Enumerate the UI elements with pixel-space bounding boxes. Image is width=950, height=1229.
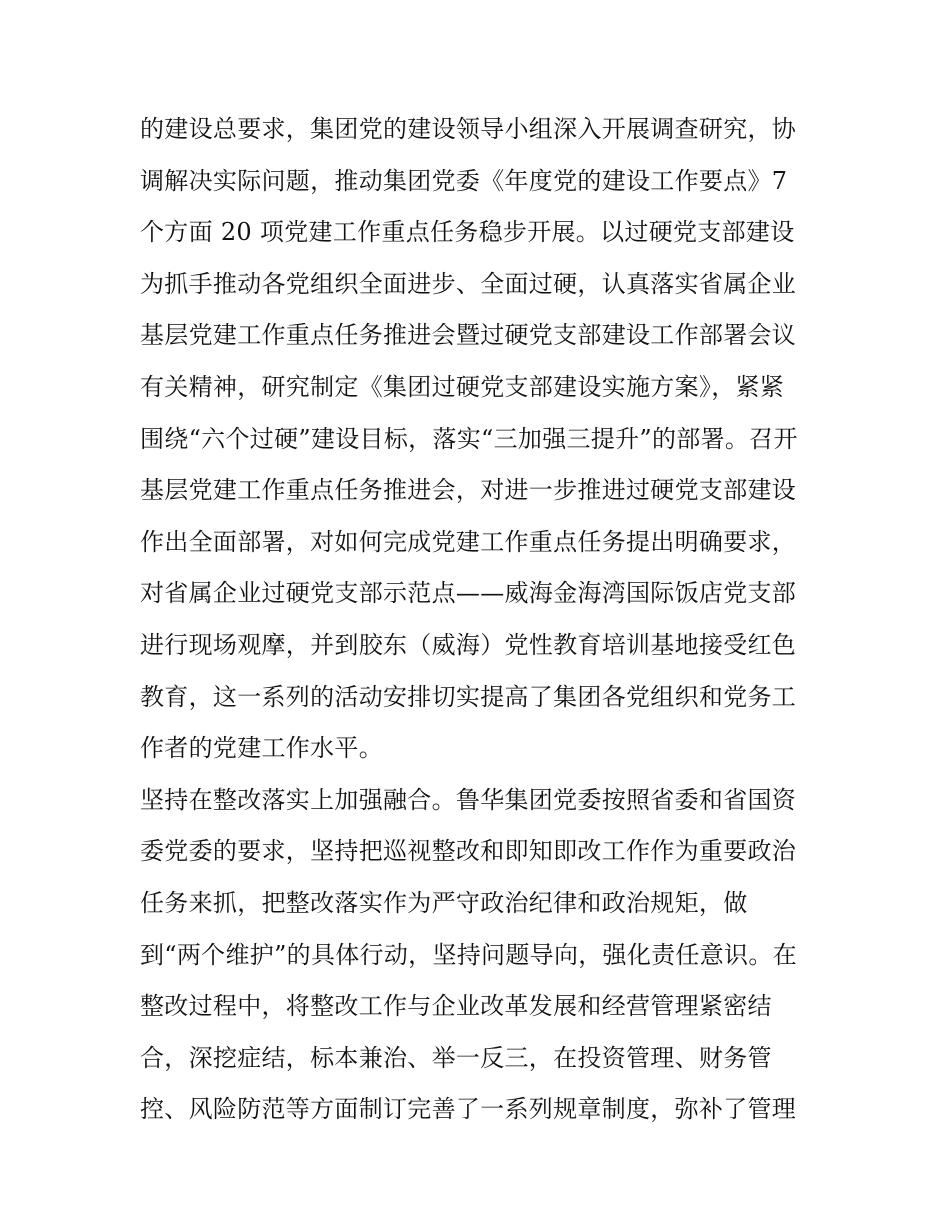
text-line: 合，深挖症结，标本兼治、举一反三，在投资管理、财务管 <box>140 1043 772 1072</box>
text-line: 控、风险防范等方面制订完善了一系列规章制度，弥补了管理 <box>140 1095 797 1124</box>
text-line: 个方面 20 项党建工作重点任务稳步开展。以过硬党支部建设 <box>140 218 795 247</box>
text-line: 对省属企业过硬党支部示范点——威海金海湾国际饭店党支部 <box>140 579 797 608</box>
text-line: 教育，这一系列的活动安排切实提高了集团各党组织和党务工 <box>140 682 797 711</box>
text-line: 围绕“六个过硬”建设目标，落实“三加强三提升”的部署。召开 <box>140 424 798 453</box>
text-line: 整改过程中，将整改工作与企业改革发展和经营管理紧密结 <box>140 992 772 1021</box>
text-line: 委党委的要求，坚持把巡视整改和即知即改工作作为重要政治 <box>140 837 797 866</box>
text-line: 基层党建工作重点任务推进会，对进一步推进过硬党支部建设 <box>140 476 797 505</box>
text-line: 到“两个维护”的具体行动，坚持问题导向，强化责任意识。在 <box>140 940 797 969</box>
body-text <box>140 104 820 1136</box>
text-line: 坚持在整改落实上加强融合。鲁华集团党委按照省委和省国资 <box>140 785 797 814</box>
text-line: 基层党建工作重点任务推进会暨过硬党支部建设工作部署会议 <box>140 321 797 350</box>
text-line: 有关精神，研究制定《集团过硬党支部建设实施方案》，紧紧 <box>140 372 785 401</box>
text-line: 的建设总要求，集团党的建设领导小组深入开展调查研究，协 <box>140 115 797 143</box>
text-line: 任务来抓，把整改落实作为严守政治纪律和政治规矩，做 <box>140 888 748 917</box>
text-line: 为抓手推动各党组织全面进步、全面过硬，认真落实省属企业 <box>140 269 797 298</box>
text-line: 作出全面部署，对如何完成党建工作重点任务提出明确要求， <box>140 527 797 556</box>
text-line: 作者的党建工作水平。 <box>140 734 383 763</box>
text-line: 调解决实际问题，推动集团党委《年度党的建设工作要点》7 <box>140 166 788 195</box>
text-line: 进行现场观摩，并到胶东（威海）党性教育培训基地接受红色 <box>140 630 797 659</box>
